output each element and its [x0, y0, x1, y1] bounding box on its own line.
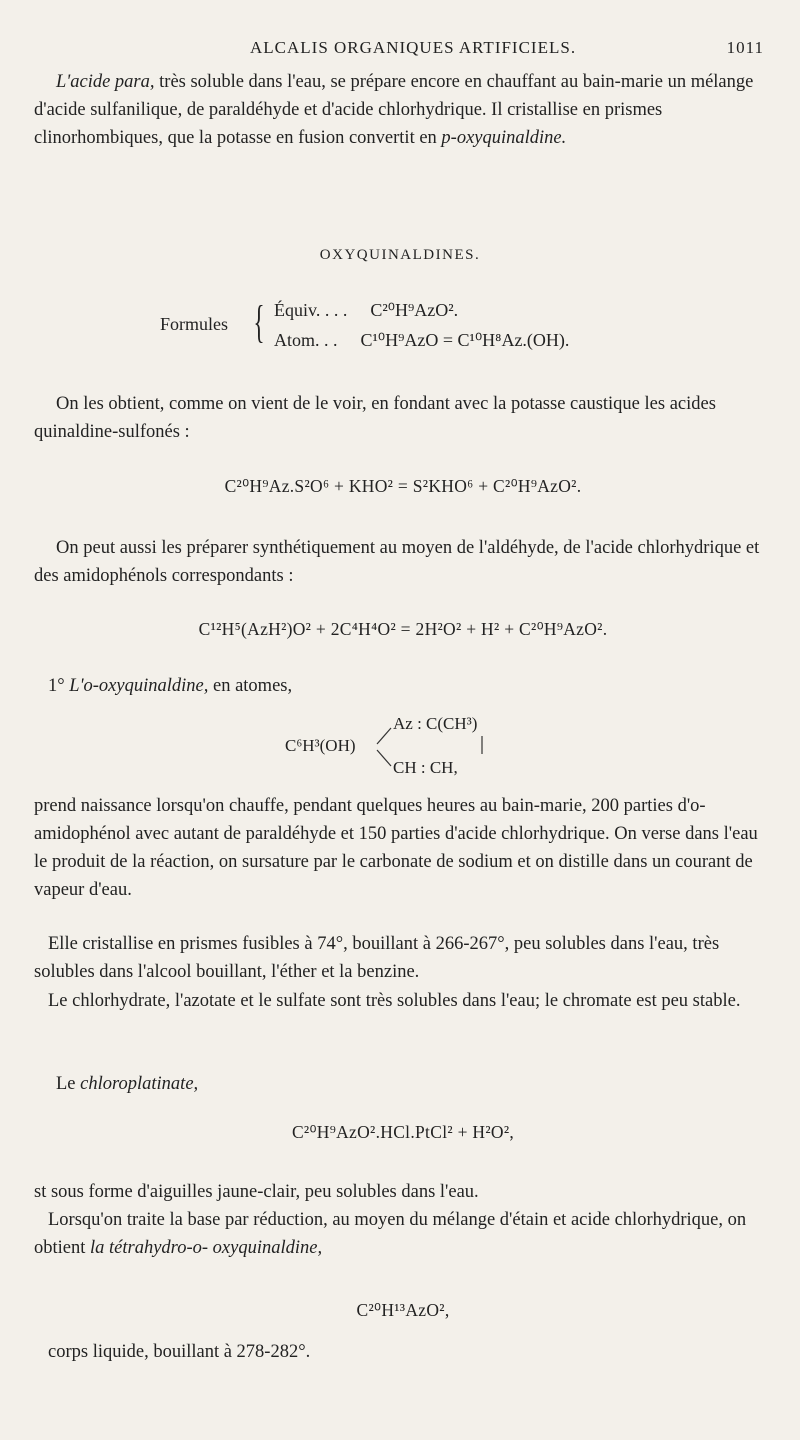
paragraph-proprietes: Elle cristallise en prismes fusibles à 74°, bouillant à 266-267°, peu solubles dans l'eau, très solubles dans l'alcool bouillant, l'éther et la benzine.	[34, 934, 720, 982]
paragraph-aiguilles: st sous forme d'aiguilles jaune-clair, peu solubles dans l'eau.	[34, 1182, 479, 1202]
header-title: ALCALIS ORGANIQUES ARTIFICIELS.	[250, 38, 577, 57]
formulas-label: Formules	[160, 314, 229, 334]
bond-up	[377, 728, 391, 744]
paragraph-synthese: On peut aussi les préparer synthétiquement au moyen de l'aldéhyde, de l'acide chlorhydrique et des amidophénols correspondants :	[34, 538, 760, 586]
running-header	[250, 38, 770, 58]
paragraph-text: très soluble dans l'eau, se prépare encore en chauffant au bain-marie un mélange d'acide sulfanilique, de paraldéhyde et d'acide chlorhydrique. Il cristallise en prismes clinorhombiques, que la potasse en fusion convertit en	[34, 72, 754, 148]
structure-bonds	[375, 714, 395, 780]
structure-top: Az : C(CH³)	[393, 714, 478, 733]
paragraph-acide-para	[34, 68, 772, 152]
chloroplatinate-italic: chloroplatinate,	[80, 1074, 199, 1094]
equation-1: C²⁰H⁹Az.S²O⁶ + KHO² = S²KHO⁶ + C²⁰H⁹AzO².	[224, 476, 582, 496]
section-title: OXYQUINALDINES.	[319, 247, 481, 263]
equiv-label: Équiv. . . .	[274, 300, 348, 320]
structure-base: C⁶H³(OH)	[285, 736, 356, 755]
paragraph-lead-italic: L'acide para,	[56, 72, 155, 92]
paragraph-obtention: On les obtient, comme on vient de le voir, en fondant avec la potasse caustique les acides quinaldine-sulfonés :	[34, 394, 716, 442]
item-1-heading	[34, 672, 772, 700]
atom-label: Atom. . .	[274, 330, 338, 350]
chloroplatinate-lead: Le	[56, 1074, 81, 1094]
item-number: 1°	[48, 676, 65, 696]
formula-equiv-row	[274, 300, 458, 321]
paragraph-tail-italic: p-oxyquinaldine.	[441, 128, 567, 148]
paragraph-sels: Le chlorhydrate, l'azotate et le sulfate sont très solubles dans l'eau; le chromate est peu stable.	[48, 991, 741, 1011]
equiv-value: C²⁰H⁹AzO².	[370, 300, 459, 320]
curly-brace-icon: {	[253, 296, 265, 347]
atom-value: C¹⁰H⁹AzO = C¹⁰H⁸Az.(OH).	[360, 330, 570, 350]
bond-down	[377, 750, 391, 766]
item-text: en atomes,	[208, 676, 293, 696]
paragraph-reduction	[34, 1206, 772, 1262]
paragraph-preparation: prend naissance lorsqu'on chauffe, pendant quelques heures au bain-marie, 200 parties d'o-amidophénol avec autant de paraldéhyde et 150 parties d'acide chlorhydrique. On verse dans l'eau le produit de la réaction, on sursature par le carbonate de sodium et on distille dans un courant de vapeur d'eau.	[34, 796, 758, 900]
equation-3: C²⁰H⁹AzO².HCl.PtCl² + H²O²,	[291, 1122, 515, 1142]
equation-2: C¹²H⁵(AzH²)O² + 2C⁴H⁴O² = 2H²O² + H² + C²⁰H⁹AzO².	[198, 619, 608, 639]
formula-atom-row	[274, 330, 569, 351]
reduction-italic: la tétrahydro-o- oxyquinaldine,	[90, 1238, 323, 1258]
paragraph-chloroplatinate	[34, 1070, 772, 1098]
page-number: 1011	[726, 38, 764, 57]
reduction-text: Lorsqu'on traite la base par réduction, au moyen du mélange d'étain et acide chlorhydrique, on obtient	[34, 1210, 747, 1258]
item-italic: L'o-oxyquinaldine,	[69, 676, 209, 696]
paragraph-liquide: corps liquide, bouillant à 278-282°.	[48, 1342, 311, 1362]
structure-bottom: CH : CH,	[393, 758, 458, 777]
equation-4: C²⁰H¹³AzO²,	[356, 1300, 450, 1320]
